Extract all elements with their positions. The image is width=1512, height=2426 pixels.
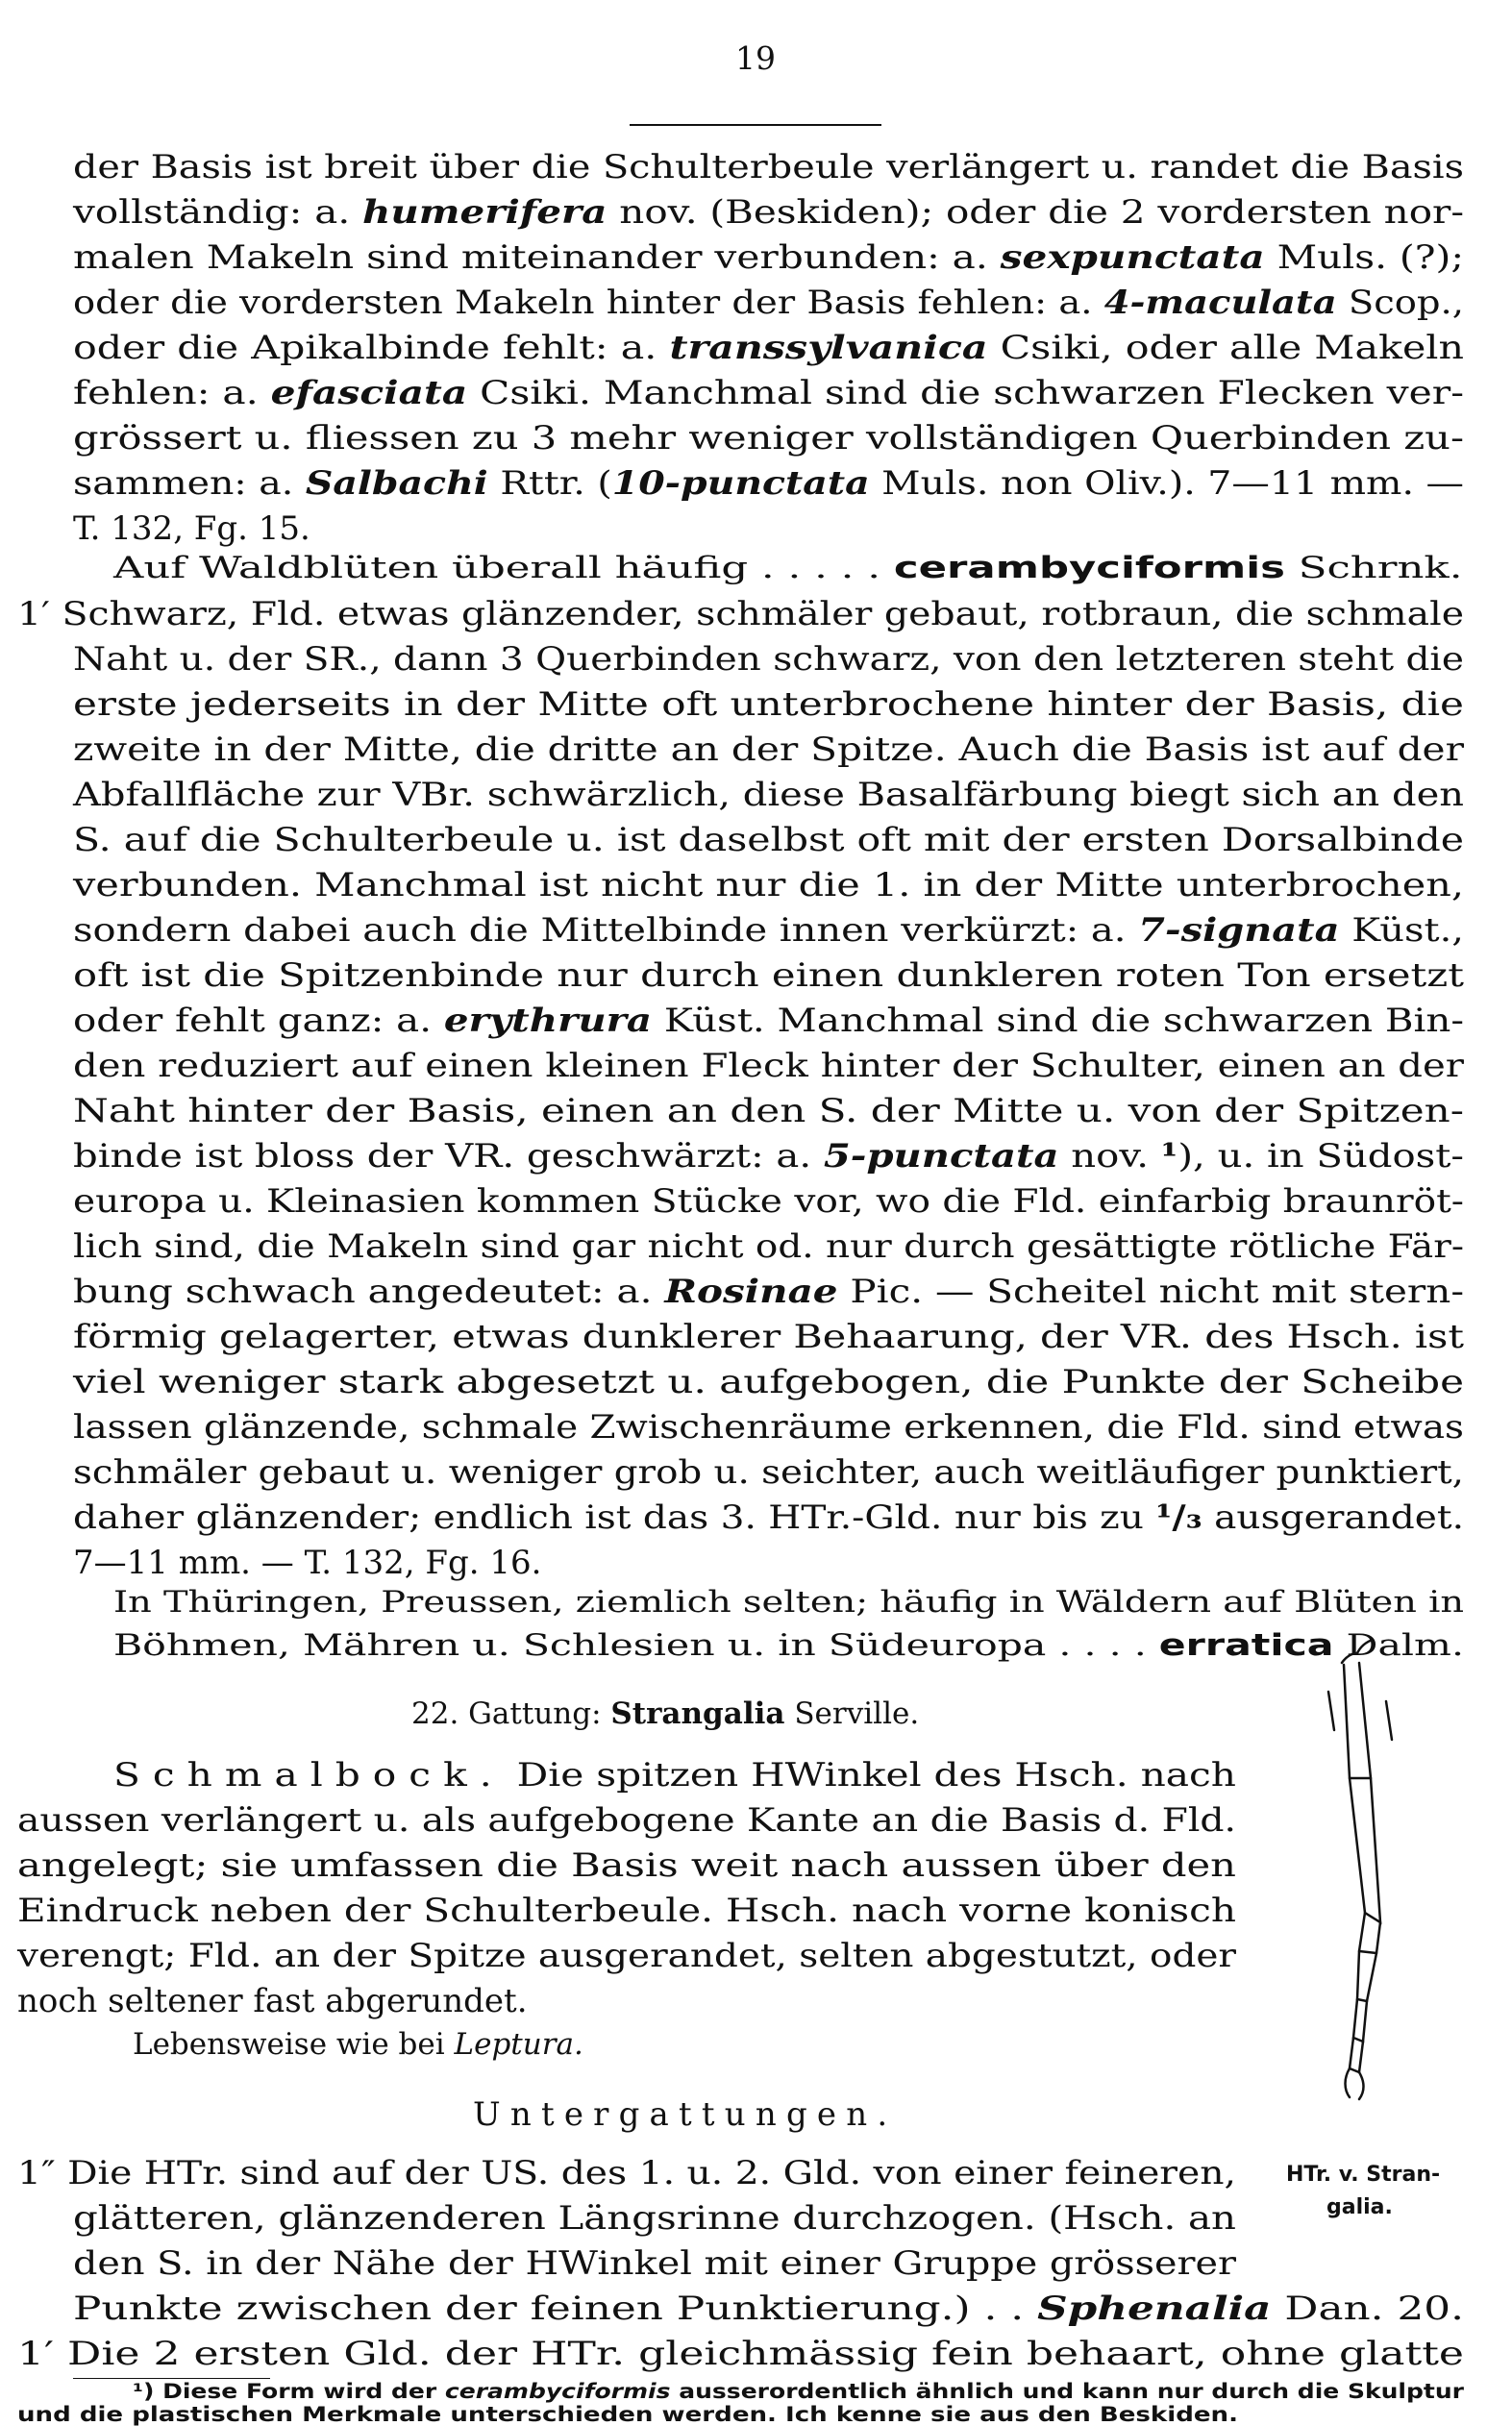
- text-segment: 1″ Die HTr. sind auf der US. des 1. u. 2. Gld. von einer feineren,: [17, 2154, 1236, 2192]
- text-segment: Rttr. (: [487, 464, 612, 503]
- text-line-5: [73, 329, 1464, 367]
- text-segment: malen Makeln sind miteinander verbunden: a.: [73, 238, 1001, 277]
- text-segment: binde ist bloss der VR. geschwärzt: a.: [73, 1137, 824, 1176]
- text-segment: Muls. non Oliv.). 7—11 mm. —: [869, 464, 1464, 503]
- text-line-30: [73, 1453, 1464, 1492]
- text-segment: Serville.: [784, 1696, 920, 1731]
- text-segment: oder die Apikalbinde fehlt: a.: [73, 329, 670, 367]
- text-segment: Naht u. der SR., dann 3 Querbinden schwarz, von den letzteren steht die: [73, 640, 1465, 679]
- text-segment: zweite in der Mitte, die dritte an der Spitze. Auch die Basis ist auf der: [73, 730, 1464, 769]
- text-segment: Punkte zwischen der feinen Punktierung.) . .: [73, 2290, 1038, 2328]
- footnote-line-1: [133, 2382, 1464, 2402]
- text-segment: ¹) Diese Form wird der: [133, 2380, 445, 2403]
- text-line-34: [113, 1628, 1464, 1663]
- text-segment: nov.: [1058, 1137, 1161, 1176]
- emphasis-text: 7-signata: [1138, 911, 1340, 950]
- text-segment: Küst.,: [1339, 911, 1464, 950]
- text-line-21: [73, 1047, 1464, 1085]
- text-line-45: [73, 2199, 1236, 2238]
- text-segment: 22. Gattung:: [411, 1696, 611, 1731]
- text-segment: 1′ Die 2 ersten Gld. der HTr. gleichmässig fein behaart, ohne glatte: [17, 2335, 1464, 2373]
- text-line-41: [17, 1982, 528, 2020]
- text-line-24: [73, 1182, 1464, 1221]
- text-line-20: [73, 1002, 1464, 1040]
- text-line-16: [73, 821, 1464, 859]
- text-segment: Abfallfläche zur VBr. schwärzlich, diese Basalfärbung biegt sich an den: [73, 776, 1464, 814]
- text-segment: förmig gelagerter, etwas dunklerer Behaarung, der VR. des Hsch. ist: [73, 1318, 1464, 1356]
- text-segment: grössert u. fliessen zu 3 mehr weniger vollständigen Querbinden zu-: [73, 419, 1464, 458]
- text-segment: daher glänzender; endlich ist das 3. HTr.-Gld. nur bis zu: [73, 1498, 1156, 1537]
- text-segment: S. auf die Schulterbeule u. ist daselbst oft mit der ersten Dorsalbinde: [73, 821, 1464, 859]
- text-line-17: [73, 866, 1464, 904]
- text-line-14: [73, 730, 1464, 769]
- text-line-2: [73, 193, 1464, 232]
- text-segment: ausgerandet.: [1202, 1498, 1464, 1537]
- text-line-10: [113, 551, 1463, 585]
- figure-caption-line-1: HTr. v. Stran-: [1286, 2163, 1441, 2187]
- text-line-19: [73, 956, 1464, 995]
- emphasis-text: Sphenalia: [1037, 2290, 1272, 2328]
- text-segment: noch seltener fast abgerundet.: [17, 1982, 528, 2020]
- emphasis-text: cerambyciformis: [893, 551, 1285, 585]
- text-line-33: [113, 1585, 1464, 1620]
- text-segment: der Basis ist breit über die Schulterbeule verlängert u. randet die Basis: [73, 148, 1464, 186]
- text-segment: 7—11 mm. — T. 132, Fg. 16.: [73, 1544, 542, 1582]
- text-segment: Pic. — Scheitel nicht mit stern-: [837, 1273, 1464, 1311]
- text-segment: ausserordentlich ähnlich und kann nur durch die Skulptur: [670, 2380, 1465, 2403]
- text-line-42: [133, 2027, 583, 2062]
- emphasis-text: Rosinae: [664, 1273, 838, 1311]
- emphasis-text: 10-punctata: [611, 464, 870, 503]
- text-line-12: [73, 640, 1465, 679]
- emphasis-text: efasciata: [270, 374, 468, 412]
- text-line-47: [73, 2290, 1465, 2328]
- text-segment: oft ist die Spitzenbinde nur durch einen dunkleren roten Ton ersetzt: [73, 956, 1464, 995]
- text-segment: Dan. 20.: [1271, 2290, 1465, 2328]
- emphasis-text: Leptura.: [454, 2027, 583, 2062]
- emphasis-text: transsylvanica: [669, 329, 988, 367]
- emphasis-text: Untergattungen.: [473, 2095, 898, 2134]
- footnote-rule: [73, 2378, 270, 2379]
- text-segment: fehlen: a.: [73, 374, 271, 412]
- text-segment: Lebensweise wie bei: [133, 2027, 455, 2062]
- text-segment: Die spitzen HWinkel des Hsch. nach: [504, 1756, 1236, 1795]
- text-segment: angelegt; sie umfassen die Basis weit nach aussen über den: [17, 1846, 1236, 1885]
- text-segment: aussen verlängert u. als aufgebogene Kante an die Basis d. Fld.: [17, 1801, 1236, 1840]
- text-segment: und die plastischen Merkmale unterschieden werden. Ich kenne sie aus den Beskiden.: [17, 2403, 1238, 2426]
- text-line-36: [113, 1756, 1236, 1795]
- text-line-8: [73, 464, 1464, 503]
- emphasis-text: ¹/₃: [1155, 1498, 1202, 1537]
- text-segment: Muls. (?);: [1264, 238, 1464, 277]
- text-line-22: [73, 1092, 1464, 1130]
- text-line-29: [73, 1408, 1464, 1447]
- text-segment: lich sind, die Makeln sind gar nicht od. nur durch gesättigte rötliche Fär-: [73, 1227, 1464, 1266]
- text-segment: den S. in der Nähe der HWinkel mit einer Gruppe grösserer: [73, 2244, 1236, 2283]
- emphasis-text: humerifera: [362, 193, 607, 232]
- text-line-15: [73, 776, 1464, 814]
- emphasis-text: ¹: [1160, 1137, 1178, 1176]
- figure-caption-line-2: galia.: [1326, 2195, 1393, 2219]
- emphasis-text: cerambyciformis: [444, 2380, 671, 2403]
- emphasis-text: 5-punctata: [823, 1137, 1059, 1176]
- text-line-18: [73, 911, 1464, 950]
- text-segment: T. 132, Fg. 15.: [73, 509, 310, 548]
- text-line-13: [73, 685, 1464, 724]
- text-line-23: [73, 1137, 1464, 1176]
- text-segment: glätteren, glänzenderen Längsrinne durchzogen. (Hsch. an: [73, 2199, 1236, 2238]
- text-line-37: [17, 1801, 1236, 1840]
- text-segment: erste jederseits in der Mitte oft unterbrochene hinter der Basis, die: [73, 685, 1464, 724]
- text-segment: sammen: a.: [73, 464, 306, 503]
- text-line-39: [17, 1892, 1236, 1930]
- text-segment: Schrnk.: [1284, 551, 1463, 585]
- text-segment: Scop.,: [1336, 284, 1464, 322]
- text-line-31: [73, 1498, 1464, 1537]
- text-line-44: [17, 2154, 1236, 2192]
- hind-tarsus-illustration: [1317, 1634, 1403, 2105]
- text-segment: Csiki. Manchmal sind die schwarzen Flecken ver-: [467, 374, 1465, 412]
- text-line-26: [73, 1273, 1464, 1311]
- text-segment: Dalm.: [1333, 1628, 1464, 1663]
- emphasis-text: 4-maculata: [1103, 284, 1337, 322]
- text-line-9: [73, 509, 310, 548]
- text-segment: oder die vordersten Makeln hinter der Basis fehlen: a.: [73, 284, 1104, 322]
- text-line-43: [473, 2095, 898, 2134]
- text-segment: Eindruck neben der Schulterbeule. Hsch. nach vorne konisch: [17, 1892, 1236, 1930]
- text-line-7: [73, 419, 1464, 458]
- text-line-4: [73, 284, 1464, 322]
- text-segment: lassen glänzende, schmale Zwischenräume erkennen, die Fld. sind etwas: [73, 1408, 1464, 1447]
- text-line-46: [73, 2244, 1236, 2283]
- text-segment: verengt; Fld. an der Spitze ausgerandet, selten abgestutzt, oder: [17, 1937, 1236, 1975]
- emphasis-text: Salbachi: [305, 464, 488, 503]
- emphasis-text: Schmalbock.: [113, 1756, 505, 1795]
- emphasis-text: sexpunctata: [1000, 238, 1265, 277]
- text-line-6: [73, 374, 1465, 412]
- text-line-40: [17, 1937, 1236, 1975]
- emphasis-text: Strangalia: [610, 1696, 785, 1731]
- page-number-rule: [630, 124, 881, 126]
- text-segment: bung schwach angedeutet: a.: [73, 1273, 665, 1311]
- text-line-3: [73, 238, 1464, 277]
- text-segment: In Thüringen, Preussen, ziemlich selten; häufig in Wäldern auf Blüten in: [113, 1585, 1464, 1620]
- text-segment: nov. (Beskiden); oder die 2 vordersten nor-: [607, 193, 1464, 232]
- text-segment: viel weniger stark abgesetzt u. aufgebogen, die Punkte der Scheibe: [73, 1363, 1464, 1401]
- text-line-1: [73, 148, 1464, 186]
- text-segment: Küst. Manchmal sind die schwarzen Bin-: [652, 1002, 1464, 1040]
- text-segment: Naht hinter der Basis, einen an den S. der Mitte u. von der Spitzen-: [73, 1092, 1464, 1130]
- text-segment: Böhmen, Mähren u. Schlesien u. in Südeuropa . . . .: [113, 1628, 1159, 1663]
- text-line-38: [17, 1846, 1236, 1885]
- text-segment: vollständig: a.: [73, 193, 363, 232]
- emphasis-text: erratica: [1158, 1628, 1334, 1663]
- text-line-25: [73, 1227, 1464, 1266]
- text-segment: sondern dabei auch die Mittelbinde innen verkürzt: a.: [73, 911, 1139, 950]
- text-segment: europa u. Kleinasien kommen Stücke vor, wo die Fld. einfarbig braunröt-: [73, 1182, 1464, 1221]
- text-segment: verbunden. Manchmal ist nicht nur die 1. in der Mitte unterbrochen,: [73, 866, 1464, 904]
- text-segment: 1′ Schwarz, Fld. etwas glänzender, schmäler gebaut, rotbraun, die schmale: [17, 595, 1464, 633]
- text-segment: schmäler gebaut u. weniger grob u. seichter, auch weitläufiger punktiert,: [73, 1453, 1464, 1492]
- text-line-35: [411, 1696, 920, 1731]
- text-line-11: [17, 595, 1464, 633]
- page-number: 19: [735, 39, 776, 77]
- text-segment: Auf Waldblüten überall häufig . . . . .: [113, 551, 894, 585]
- text-line-28: [73, 1363, 1464, 1401]
- text-segment: oder fehlt ganz: a.: [73, 1002, 444, 1040]
- text-segment: den reduziert auf einen kleinen Fleck hinter der Schulter, einen an der: [73, 1047, 1464, 1085]
- text-line-48: [17, 2335, 1464, 2373]
- emphasis-text: erythrura: [443, 1002, 653, 1040]
- footnote-line-2: [17, 2405, 1238, 2425]
- text-line-27: [73, 1318, 1464, 1356]
- text-segment: ), u. in Südost-: [1177, 1137, 1464, 1176]
- text-line-32: [73, 1544, 542, 1582]
- text-segment: Csiki, oder alle Makeln: [987, 329, 1464, 367]
